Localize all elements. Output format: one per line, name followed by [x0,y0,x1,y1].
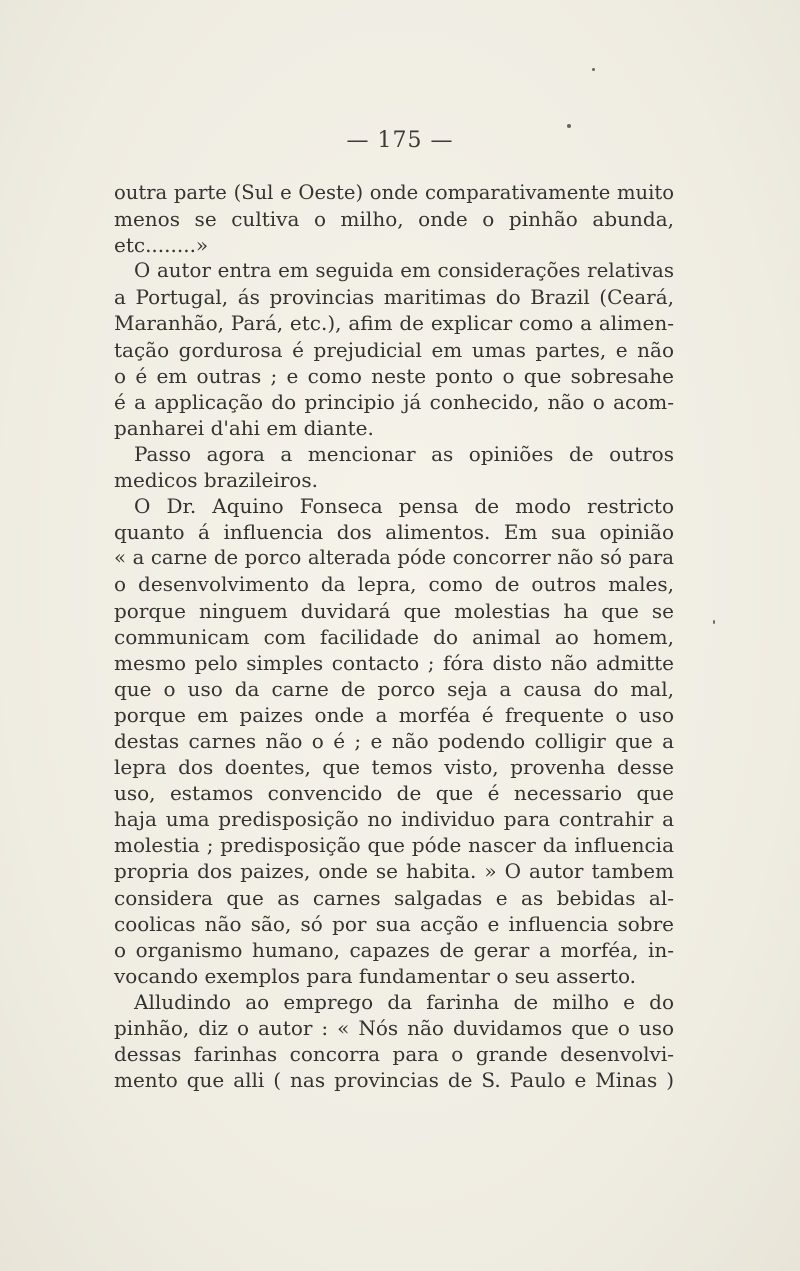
text-line: mento que alli ( nas provincias de S. Paulo e Minas ) [114,1068,674,1093]
text-line: haja uma predisposição no individuo para contrahir a [114,807,674,832]
text-line: tação gordurosa é prejudicial em umas partes, e não [114,337,674,362]
text-line: uso, estamos convencido de que é necessario que [114,781,674,806]
text-line: destas carnes não o é ; e não podendo colligir que a [114,728,674,753]
text-line: Alludindo ao emprego da farinha de milho e do [134,989,674,1014]
text-line: o desenvolvimento da lepra, como de outros males, [114,572,674,597]
text-line: a Portugal, ás provincias maritimas do Brazil (Ceará, [114,285,674,310]
text-line: porque ninguem duvidará que molestias ha que se [114,598,674,623]
text-line: pinhão, diz o autor : « Nós não duvidamos que o uso [114,1016,674,1040]
text-line: coolicas não são, só por sua acção e influencia sobre [114,911,674,936]
text-line: é a applicação do principio já conhecido, não o acom- [114,389,674,414]
text-line: Passo agora a mencionar as opiniões de outros [134,441,674,466]
text-line: « a carne de porco alterada póde concorrer não só para [114,546,674,570]
page-number: — 175 — [346,128,454,153]
text-line: Maranhão, Pará, etc.), afim de explicar como a alimen- [114,311,674,336]
text-line: communicam com facilidade do animal ao homem, [114,624,674,649]
text-line: que o uso da carne de porco seja a causa do mal, [114,676,674,701]
paper-speck [713,620,715,624]
text-line: o organismo humano, capazes de gerar a morféa, in- [114,937,674,962]
text-line: O Dr. Aquino Fonseca pensa de modo restricto [134,494,674,519]
text-line: lepra dos doentes, que temos visto, provenha desse [114,755,674,780]
text-line: outra parte (Sul e Oeste) onde comparativamente muito [114,181,674,204]
text-line: porque em paizes onde a morféa é frequente o uso [114,702,674,727]
text-line: etc........» [114,233,209,258]
text-line: menos se cultiva o milho, onde o pinhão abunda, [114,207,674,232]
text-line: mesmo pelo simples contacto ; fóra disto não admitte [114,650,674,675]
text-line: considera que as carnes salgadas e as bebidas al- [114,885,674,910]
text-line: O autor entra em seguida em considerações relativas [134,259,674,283]
text-line: quanto á influencia dos alimentos. Em sua opinião [114,520,674,545]
paper-speck [592,68,595,71]
text-line: medicos brazileiros. [114,468,318,493]
text-line: dessas farinhas concorra para o grande desenvolvi- [114,1042,674,1067]
text-line: o é em outras ; e como neste ponto o que sobresahe [114,363,674,388]
text-line: molestia ; predisposição que póde nascer da influencia [114,833,674,858]
body-text [114,180,674,1093]
text-line: vocando exemplos para fundamentar o seu asserto. [114,963,637,988]
text-line: panharei d'ahi em diante. [114,415,374,440]
text-line: propria dos paizes, onde se habita. » O autor tambem [114,859,674,884]
